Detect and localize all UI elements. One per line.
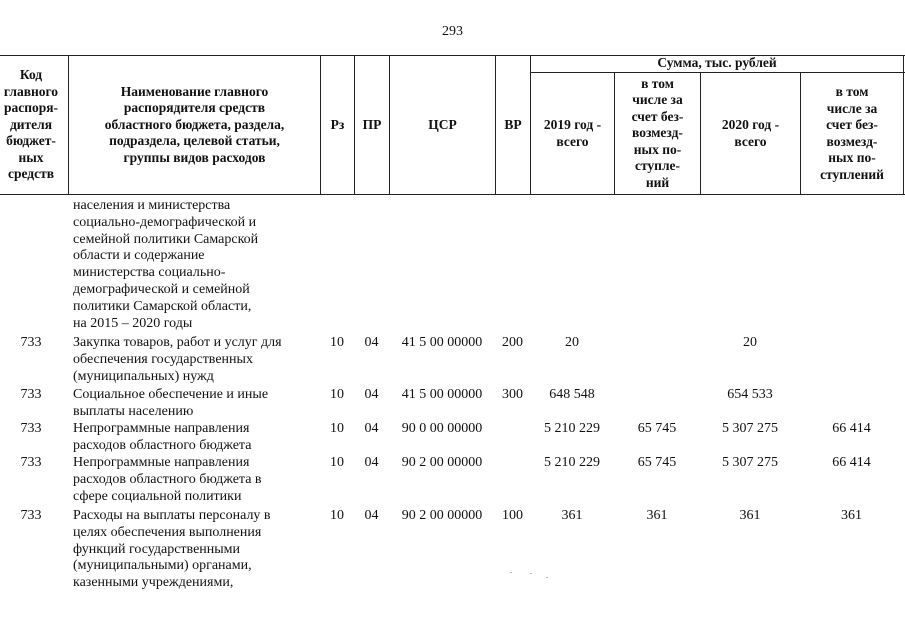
cell-rz: 10 — [330, 335, 344, 350]
header-2020-total: 2020 год - всего — [721, 117, 780, 149]
header-bottom-rule — [0, 194, 905, 195]
cell-code: 733 — [20, 455, 42, 470]
cell-y2020: 5 307 275 — [722, 455, 778, 470]
cell-code: 733 — [20, 387, 42, 402]
cell-y2019-free: 65 745 — [637, 455, 677, 470]
cell-pr: 04 — [364, 387, 379, 402]
cell-pr: 04 — [364, 421, 379, 436]
cell-vr: 100 — [502, 508, 523, 523]
cell-y2020-free: 361 — [841, 508, 862, 523]
scan-speck — [546, 577, 548, 578]
cell-y2019-free: 361 — [646, 508, 668, 523]
table-header — [0, 55, 905, 195]
cell-y2020-free: 66 414 — [832, 421, 871, 436]
cell-y2020: 5 307 275 — [722, 421, 778, 436]
cell-name: Непрограммные направления расходов областного бюджета — [73, 421, 252, 453]
cell-code: 733 — [20, 335, 42, 350]
cell-y2019: 648 548 — [549, 387, 595, 402]
cell-code: 733 — [20, 421, 42, 436]
cell-rz: 10 — [330, 421, 344, 436]
cell-pr: 04 — [364, 508, 379, 523]
header-2019-total: 2019 год - всего — [543, 117, 602, 149]
cell-vr: 300 — [502, 387, 523, 402]
cell-rz: 10 — [330, 508, 344, 523]
cell-y2019: 5 210 229 — [544, 455, 600, 470]
cell-y2020-free: 66 414 — [832, 455, 871, 470]
header-pr: ПР — [362, 116, 382, 132]
cell-vr: 200 — [502, 335, 523, 350]
cell-pr: 04 — [364, 335, 379, 350]
cell-y2020: 361 — [739, 508, 761, 523]
cell-y2019-free: 65 745 — [637, 421, 677, 436]
cell-y2019: 5 210 229 — [544, 421, 600, 436]
cell-csr: 90 2 00 00000 — [401, 455, 483, 470]
cell-y2020: 20 — [743, 335, 757, 350]
header-code: Код главного распоря- дителя бюджет- ных средств — [3, 67, 59, 182]
scan-speck — [510, 572, 512, 573]
cell-name: Непрограммные направления расходов областного бюджета в сфере социальной политики — [73, 455, 262, 504]
header-name: Наименование главного распорядителя средств областного бюджета, раздела, подраздела, целевой статьи, группы видов расходов — [104, 83, 285, 165]
cell-csr: 90 0 00 00000 — [401, 421, 483, 436]
page-number: 293 — [442, 24, 463, 39]
header-sum-group: Сумма, тыс. рублей — [657, 55, 777, 71]
continuation-text: населения и министерства социально-демографической и семейной политики Самарской области и содержание министерства социально- демографической и семейной политики Самарской области, на 2015 – 2020 годы — [73, 198, 259, 331]
cell-csr: 41 5 00 00000 — [401, 387, 483, 402]
cell-rz: 10 — [330, 387, 344, 402]
header-rz: Рз — [330, 116, 345, 132]
header-vr: ВР — [504, 116, 522, 132]
header-csr: ЦСР — [428, 116, 457, 132]
cell-pr: 04 — [364, 455, 379, 470]
cell-csr: 90 2 00 00000 — [401, 508, 483, 523]
cell-y2020: 654 533 — [727, 387, 773, 402]
cell-name: Закупка товаров, работ и услуг для обеспечения государственных (муниципальных) нужд — [73, 335, 282, 384]
header-2019-free: в том числе за счет без- возмезд- ных по- ступле- ний — [631, 75, 684, 190]
cell-y2019: 20 — [565, 335, 579, 350]
col-divider — [903, 55, 904, 195]
cell-csr: 41 5 00 00000 — [401, 335, 483, 350]
cell-y2019: 361 — [561, 508, 583, 523]
cell-name: Социальное обеспечение и иные выплаты населению — [73, 387, 269, 419]
scan-speck — [530, 573, 532, 574]
cell-rz: 10 — [330, 455, 344, 470]
cell-code: 733 — [20, 508, 42, 523]
cell-name: Расходы на выплаты персоналу в целях обеспечения выполнения функций государственными (муниципальными) органами, казенными учреждениями, — [73, 508, 271, 591]
header-2020-free: в том числе за счет без- возмезд- ных по- ступлений — [820, 84, 884, 182]
